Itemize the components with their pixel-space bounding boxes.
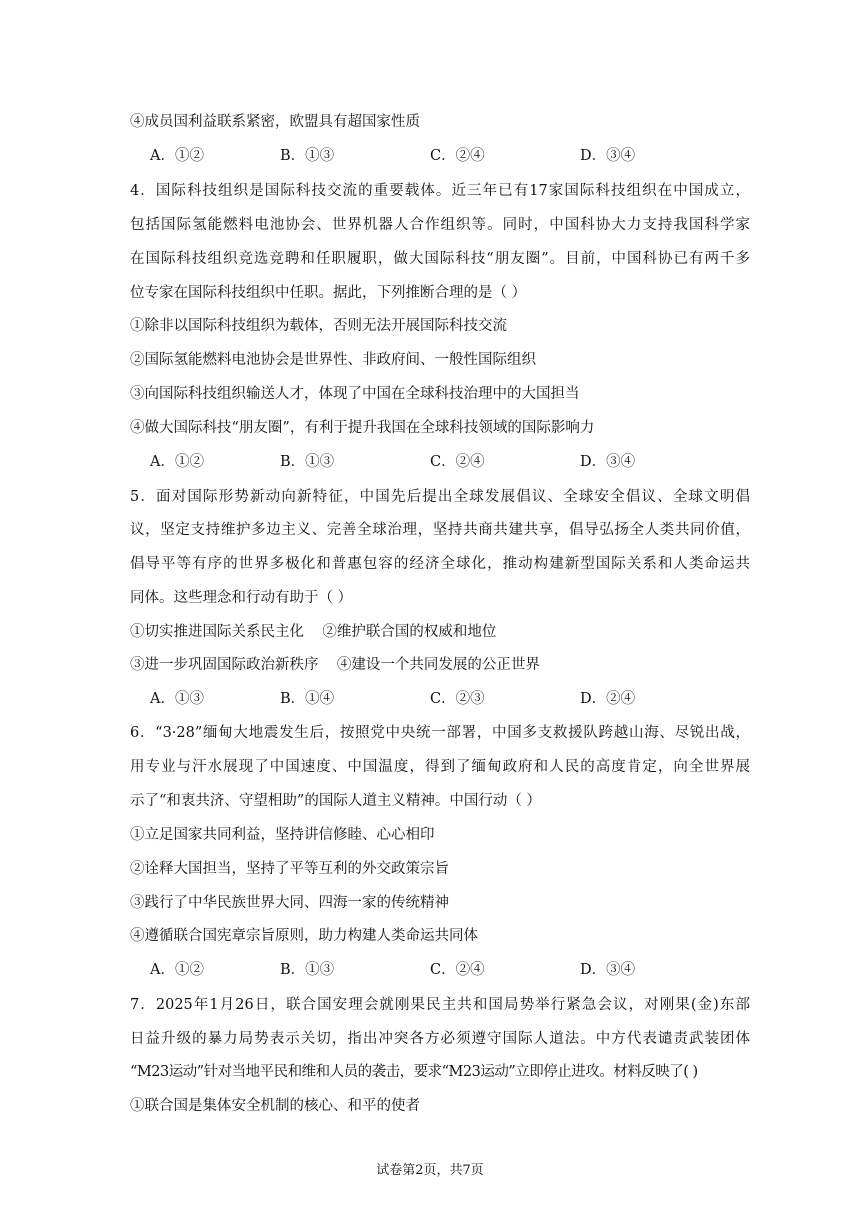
- option-b: B．①③: [280, 962, 335, 978]
- q7-stem-line-3: “M23运动”针对当地平民和维和人员的袭击，要求“M23运动”立即停止进攻。材料反映了( ): [130, 1064, 698, 1080]
- option-c: C．②③: [430, 691, 485, 707]
- q4-statement-2: ②国际氢能燃料电池协会是世界性、非政府间、一般性国际组织: [130, 352, 536, 368]
- option-a: A．①②: [150, 962, 204, 978]
- q7-stem-line-2: 日益升级的暴力局势表示关切，指出冲突各方必须遵守国际人道法。中方代表谴责武装团体: [130, 1031, 750, 1047]
- q4-stem-line-2: 包括国际氢能燃料电池协会、世界机器人合作组织等。同时，中国科协大力支持我国科学家: [130, 217, 750, 233]
- q6-stem-line-2: 用专业与汗水展现了中国速度、中国温度，得到了缅甸政府和人民的高度肯定，向全世界展: [130, 759, 750, 775]
- q5-stem-line-2: 议，坚定支持维护多边主义、完善全球治理，坚持共商共建共享，倡导弘扬全人类共同价值，: [130, 522, 750, 538]
- q4-stem-line-3: 在国际科技组织竞选竞聘和任职履职，做大国际科技“朋友圈”。目前，中国科协已有两千多: [130, 251, 750, 267]
- option-c: C．②④: [430, 148, 485, 164]
- option-b: B．①③: [280, 148, 335, 164]
- q5-stem-line-3: 倡导平等有序的世界多极化和普惠包容的经济全球化，推动构建新型国际关系和人类命运共: [130, 556, 750, 572]
- q6-statement-2: ②诠释大国担当，坚持了平等互利的外交政策宗旨: [130, 861, 449, 877]
- q4-stem-line-1: 4．国际科技组织是国际科技交流的重要载体。近三年已有17家国际科技组织在中国成立，: [130, 183, 750, 199]
- q6-statement-4: ④遵循联合国宪章宗旨原则，助力构建人类命运共同体: [130, 928, 478, 944]
- q4-statement-3: ③向国际科技组织输送人才，体现了中国在全球科技治理中的大国担当: [130, 386, 580, 402]
- option-c: C．②④: [430, 962, 485, 978]
- option-b: B．①③: [280, 454, 335, 470]
- option-a: A．①②: [150, 148, 204, 164]
- option-d: D．③④: [580, 962, 636, 978]
- option-a: A．①②: [150, 454, 204, 470]
- option-d: D．②④: [580, 691, 636, 707]
- option-d: D．③④: [580, 454, 636, 470]
- q5-stem-line-1: 5．面对国际形势新动向新特征，中国先后提出全球发展倡议、全球安全倡议、全球文明倡: [130, 489, 750, 505]
- q4-stem-line-4: 位专家在国际科技组织中任职。据此，下列推断合理的是（ ）: [130, 285, 527, 301]
- option-b: B．①④: [280, 691, 335, 707]
- page-footer: 试卷第2页，共7页: [376, 1163, 484, 1178]
- q4-options: [150, 452, 710, 472]
- q5-statement-3-4: ③进一步巩固国际政治新秩序 ④建设一个共同发展的公正世界: [130, 657, 540, 673]
- q6-stem-line-3: 示了“和衷共济、守望相助”的国际人道主义精神。中国行动（ ）: [130, 793, 541, 809]
- q4-statement-1: ①除非以国际科技组织为载体，否则无法开展国际科技交流: [130, 318, 507, 334]
- q5-options: [150, 689, 710, 709]
- q7-stem-line-1: 7．2025年1月26日，联合国安理会就刚果民主共和国局势举行紧急会议，对刚果(金)东部: [130, 997, 750, 1013]
- q6-options: [150, 960, 710, 980]
- option-a: A．①③: [150, 691, 204, 707]
- q6-statement-3: ③践行了中华民族世界大同、四海一家的传统精神: [130, 895, 449, 911]
- option-d: D．③④: [580, 148, 636, 164]
- q6-statement-1: ①立足国家共同利益，坚持讲信修睦、心心相印: [130, 827, 435, 843]
- q5-stem-line-4: 同体。这些理念和行动有助于（ ）: [130, 590, 353, 606]
- q6-stem-line-1: 6．“3·28”缅甸大地震发生后，按照党中央统一部署，中国多支救援队跨越山海、尽锐出战，: [130, 725, 750, 741]
- option-c: C．②④: [430, 454, 485, 470]
- q4-statement-4: ④做大国际科技“朋友圈”，有利于提升我国在全球科技领域的国际影响力: [130, 420, 595, 436]
- q5-statement-1-2: ①切实推进国际关系民主化 ②维护联合国的权威和地位: [130, 624, 497, 640]
- q3-statement-4: ④成员国利益联系紧密，欧盟具有超国家性质: [130, 114, 420, 130]
- q3-options: [150, 146, 710, 166]
- q7-statement-1: ①联合国是集体安全机制的核心、和平的使者: [130, 1098, 420, 1114]
